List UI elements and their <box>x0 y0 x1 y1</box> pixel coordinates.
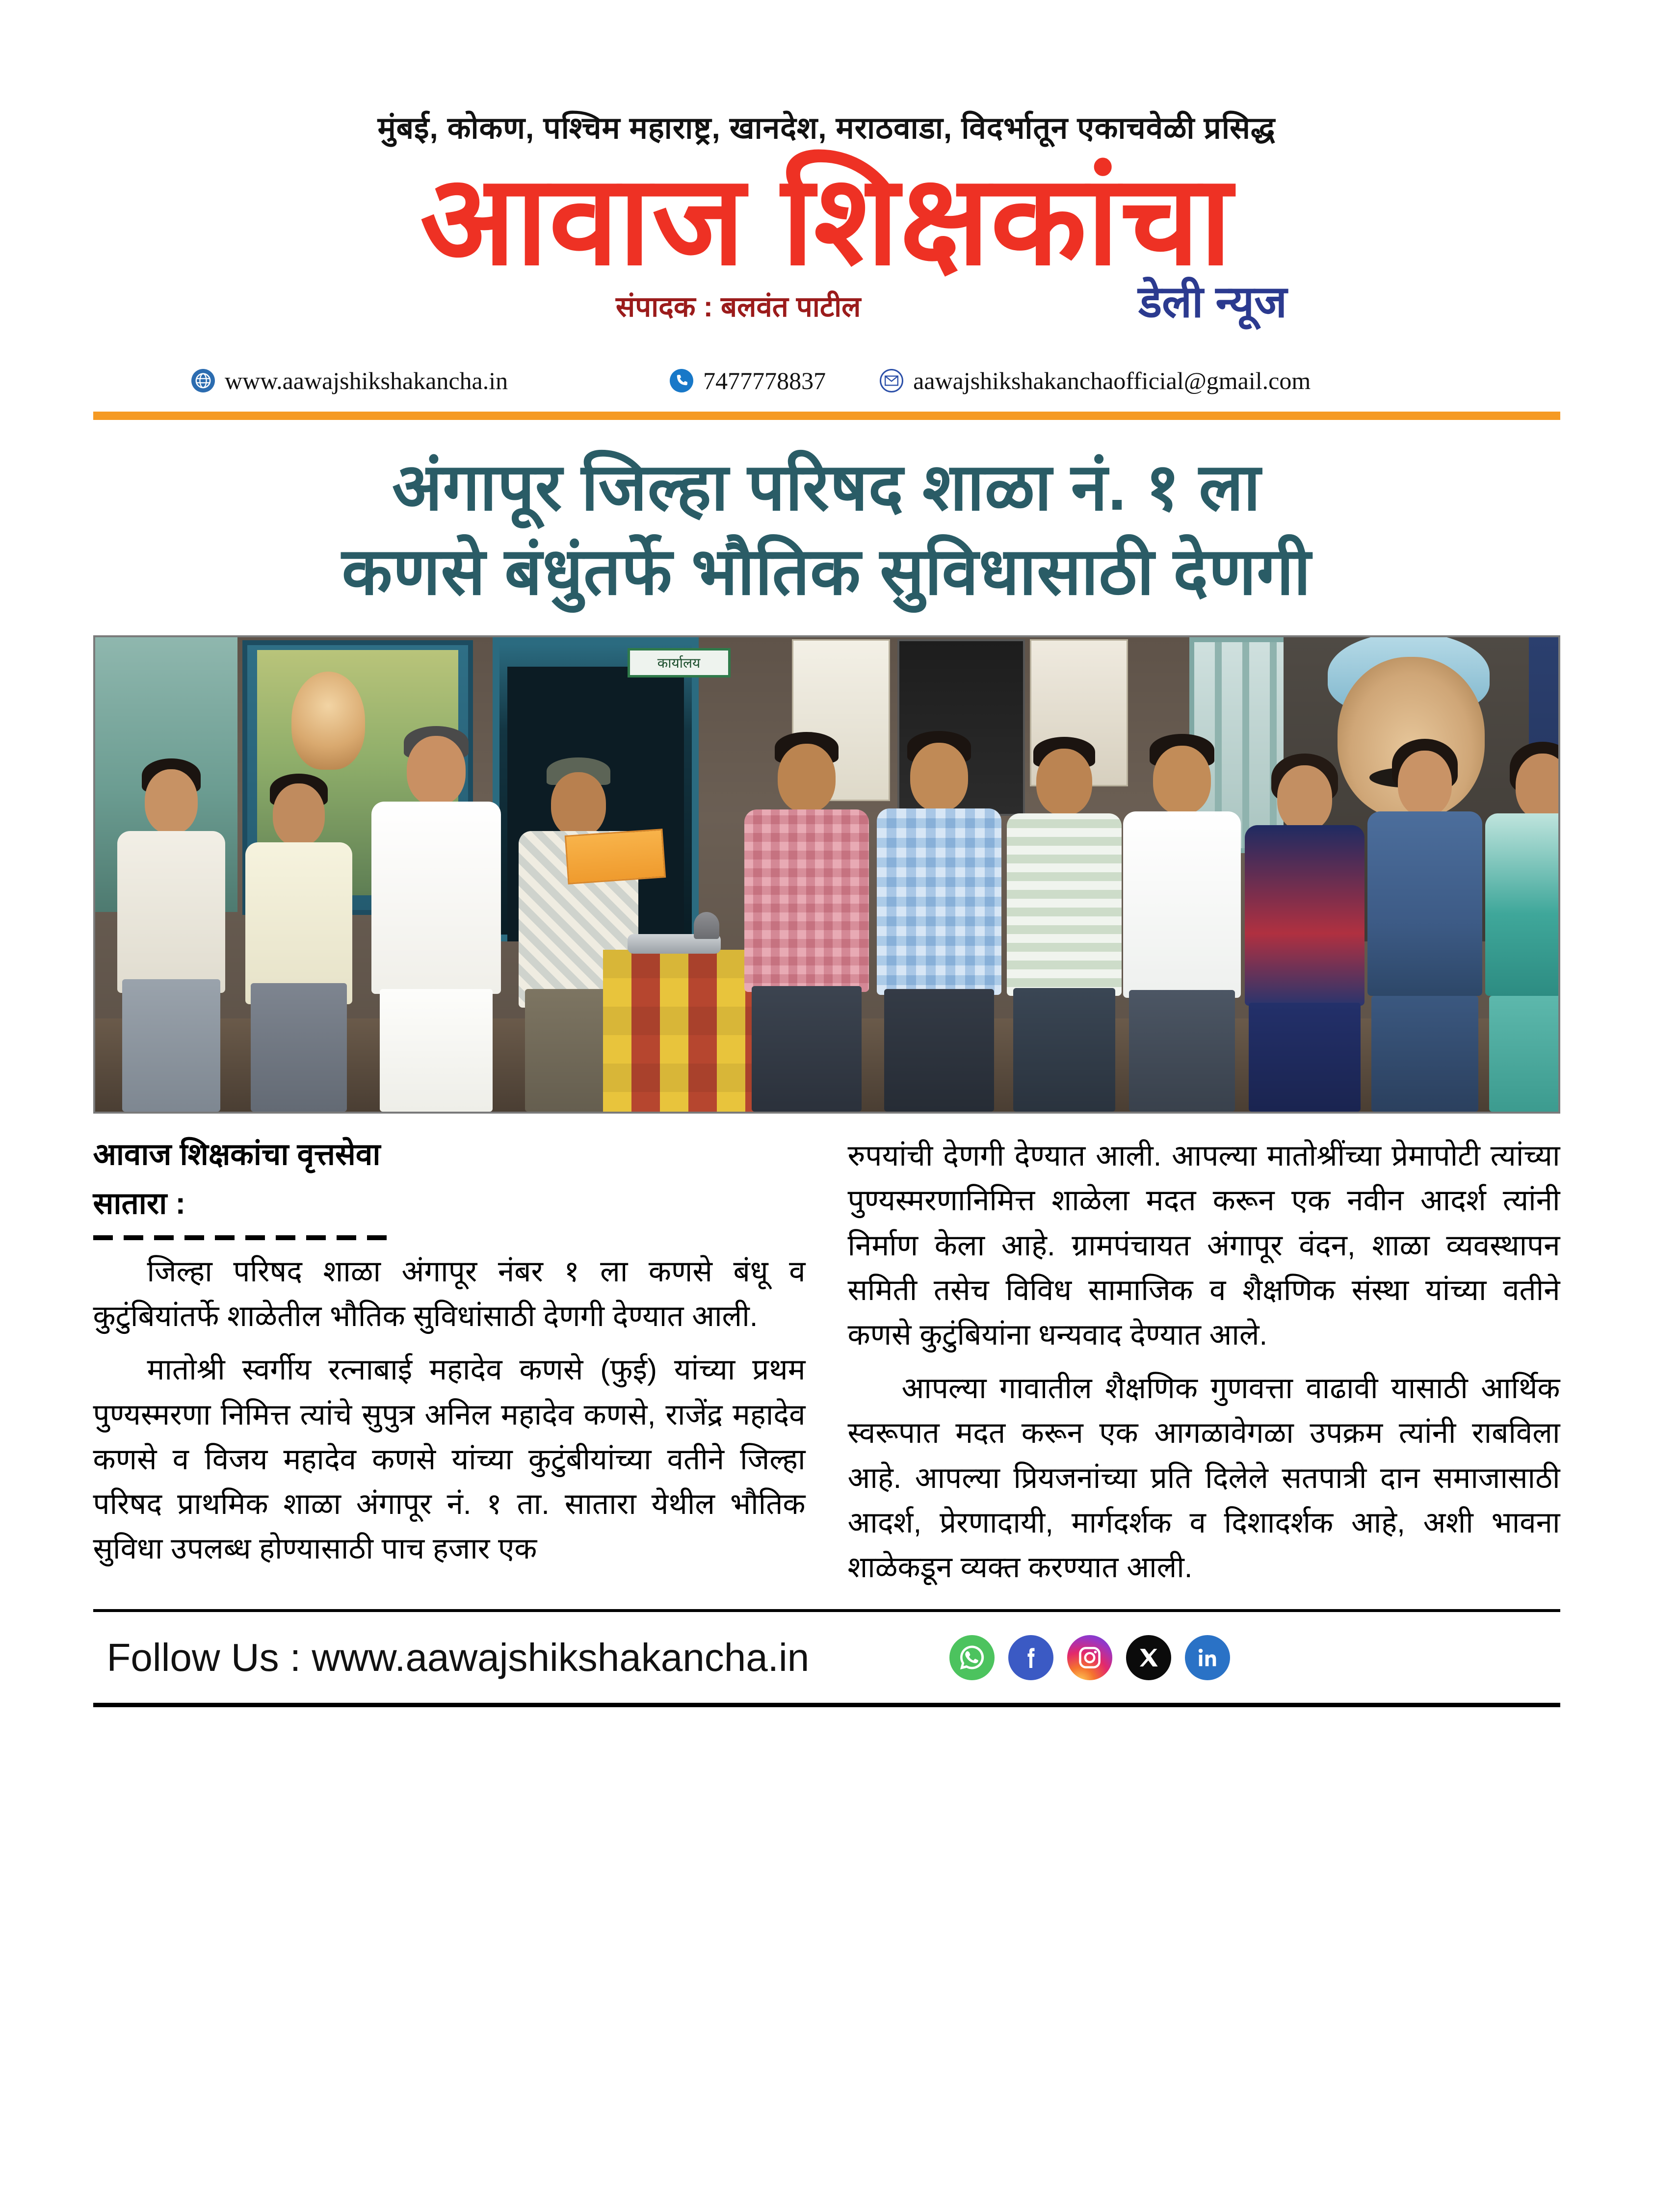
photo-person-2-head <box>273 783 325 846</box>
editor-credit: संपादक : बलवंत पाटील <box>616 291 861 323</box>
photo-person-7-shirt <box>1007 813 1122 996</box>
photo-person-1-shirt <box>117 831 225 993</box>
email-address: aawajshikshakanchaofficial@gmail.com <box>913 367 1311 395</box>
social-links <box>949 1635 1230 1680</box>
article-column-right <box>848 1133 1560 1589</box>
photo-person-5 <box>743 719 870 1112</box>
photo-person-9-saree <box>1245 825 1364 1006</box>
photo-person-11-head <box>1516 754 1560 819</box>
photo-table-cloth <box>603 950 765 1112</box>
paragraph: मातोश्री स्वर्गीय रत्नाबाई महादेव कणसे (फुई) यांच्या प्रथम पुण्यस्मरणा निमित्त त्यांचे सुपुत्र अनिल महादेव कणसे, राजेंद्र महादेव कणसे व विजय महादेव कणसे यांच्या कुटुंबीयांच्या वतीने जिल्हा परिषद प्राथमिक शाळा अंगापूर नं. १ ता. सातारा येथील भौतिक सुविधा उपलब्ध होण्यासाठी पाच हजार एक <box>93 1353 806 1565</box>
photo-person-10-head <box>1398 751 1452 816</box>
photo-person-6-blue-check-shirt <box>877 808 1001 995</box>
phone-contact[interactable] <box>670 366 826 395</box>
photo-person-11-dress-lower <box>1489 996 1560 1112</box>
email-contact[interactable] <box>880 366 1311 395</box>
paragraph: रुपयांची देणगी देण्यात आली. आपल्या मातोश्रींच्या प्रेमापोटी त्यांच्या पुण्यस्मरणानिमित्त शाळेला मदत करून एक नवीन आदर्श त्यांनी निर्माण केला आहे. ग्रामपंचायत अंगापूर वंदन, शाळा व्यवस्थापन समिती तसेच विविध सामाजिक व शैक्षणिक संस्था यांच्या वतीने कणसे कुटुंबियांना धन्यवाद देण्यात आले. <box>847 1139 1560 1351</box>
photo-person-9-head <box>1277 765 1332 831</box>
office-sign-board: कार्यालय <box>628 648 731 677</box>
photo-person-3-kurta <box>371 802 501 994</box>
mail-icon <box>880 369 903 392</box>
photo-person-2-shirt <box>245 842 352 1004</box>
article-byline: आवाज शिक्षकांचा वृत्तसेवा <box>93 1138 381 1172</box>
photo-person-3-dhoti <box>380 989 493 1112</box>
globe-icon <box>191 369 215 392</box>
photo-person-11 <box>1484 719 1560 1112</box>
article-column-left <box>93 1133 806 1589</box>
whatsapp-icon[interactable] <box>949 1635 995 1680</box>
contact-strip <box>0 364 1653 398</box>
photo-person-3 <box>370 714 502 1112</box>
masthead <box>0 0 1653 335</box>
phone-number: 7477778837 <box>703 367 826 395</box>
instagram-icon[interactable] <box>1067 1635 1112 1680</box>
photo-person-7 <box>1005 724 1123 1112</box>
linkedin-icon[interactable] <box>1185 1635 1230 1680</box>
orange-divider <box>93 412 1560 420</box>
photo-person-5-head <box>778 744 836 812</box>
donation-envelope <box>564 829 665 885</box>
x-icon[interactable] <box>1126 1635 1171 1680</box>
article-dateline: सातारा : <box>93 1187 186 1221</box>
photo-person-7-trousers <box>1013 988 1115 1112</box>
photo-person-8 <box>1121 719 1243 1112</box>
photo-person-1 <box>115 739 228 1112</box>
photo-person-7-head <box>1036 749 1092 815</box>
photo-person-8-head <box>1153 746 1211 814</box>
photo-person-1-trousers <box>122 979 220 1112</box>
phone-icon <box>670 369 693 392</box>
website-contact[interactable] <box>191 366 508 395</box>
photo-person-10-dress-lower <box>1371 996 1478 1112</box>
paragraph: जिल्हा परिषद शाळा अंगापूर नंबर १ ला कणसे बंधू व कुटुंबियांतर्फे शाळेतील भौतिक सुविधांसाठी देणगी देण्यात आली. <box>93 1254 806 1333</box>
photo-person-2 <box>242 746 355 1112</box>
footer-bottom-rule <box>93 1703 1560 1707</box>
headline-line-1: अंगापूर जिल्हा परिषद शाळा नं. १ ला <box>392 451 1261 524</box>
photo-person-11-dress <box>1485 813 1560 996</box>
photo-person-6 <box>875 719 1003 1112</box>
photo-person-10-dress <box>1367 811 1482 996</box>
photo-person-8-trousers <box>1129 990 1235 1112</box>
photo-oil-lamp <box>694 912 719 939</box>
facebook-icon[interactable] <box>1008 1635 1053 1680</box>
daily-news-tagline: डेली न्यूज <box>1138 278 1287 327</box>
masthead-subline <box>0 276 1653 335</box>
article-body <box>93 1133 1560 1589</box>
photo-scene <box>95 637 1558 1112</box>
photo-person-4-head <box>551 772 606 837</box>
photo-person-5-pink-check-shirt <box>744 809 869 992</box>
photo-person-3-head <box>407 736 466 806</box>
website-url: www.aawajshikshakancha.in <box>225 367 508 395</box>
photo-person-9-saree-lower <box>1249 1003 1361 1112</box>
follow-us-text: Follow Us : www.aawajshikshakancha.in <box>106 1635 810 1679</box>
dashed-separator <box>93 1235 388 1240</box>
article-headline <box>0 445 1653 614</box>
photo-person-5-trousers <box>752 986 862 1112</box>
edition-coverage-line: मुंबई, कोकण, पश्चिम महाराष्ट्र, खानदेश, मराठवाडा, विदर्भातून एकाचवेळी प्रसिद्ध <box>377 111 1276 145</box>
photo-person-2-trousers <box>251 983 347 1112</box>
photo-person-10 <box>1366 719 1484 1112</box>
headline-line-2: कणसे बंधुंतर्फे भौतिक सुविधासाठी देणगी <box>341 535 1312 608</box>
paragraph: आपल्या गावातील शैक्षणिक गुणवत्ता वाढावी यासाठी आर्थिक स्वरूपात मदत करून एक आगळावेगळा उपक्रम त्यांनी राबविला आहे. आपल्या प्रियजनांच्या प्रति दिलेले सतपात्री दान समाजासाठी आदर्श, प्रेरणादायी, मार्गदर्शक व दिशादर्शक आहे, अशी भावना शाळेकडून व्यक्त करण्यात आली. <box>847 1372 1560 1584</box>
photo-person-6-trousers <box>884 989 994 1112</box>
photo-person-9 <box>1243 724 1366 1112</box>
photo-person-6-head <box>910 743 968 811</box>
article-photo <box>93 635 1560 1114</box>
footer <box>93 1612 1560 1703</box>
newspaper-title: आवाज शिक्षकांचा <box>420 151 1233 291</box>
photo-person-8-white-shirt <box>1123 811 1241 998</box>
photo-person-1-head <box>145 769 198 834</box>
